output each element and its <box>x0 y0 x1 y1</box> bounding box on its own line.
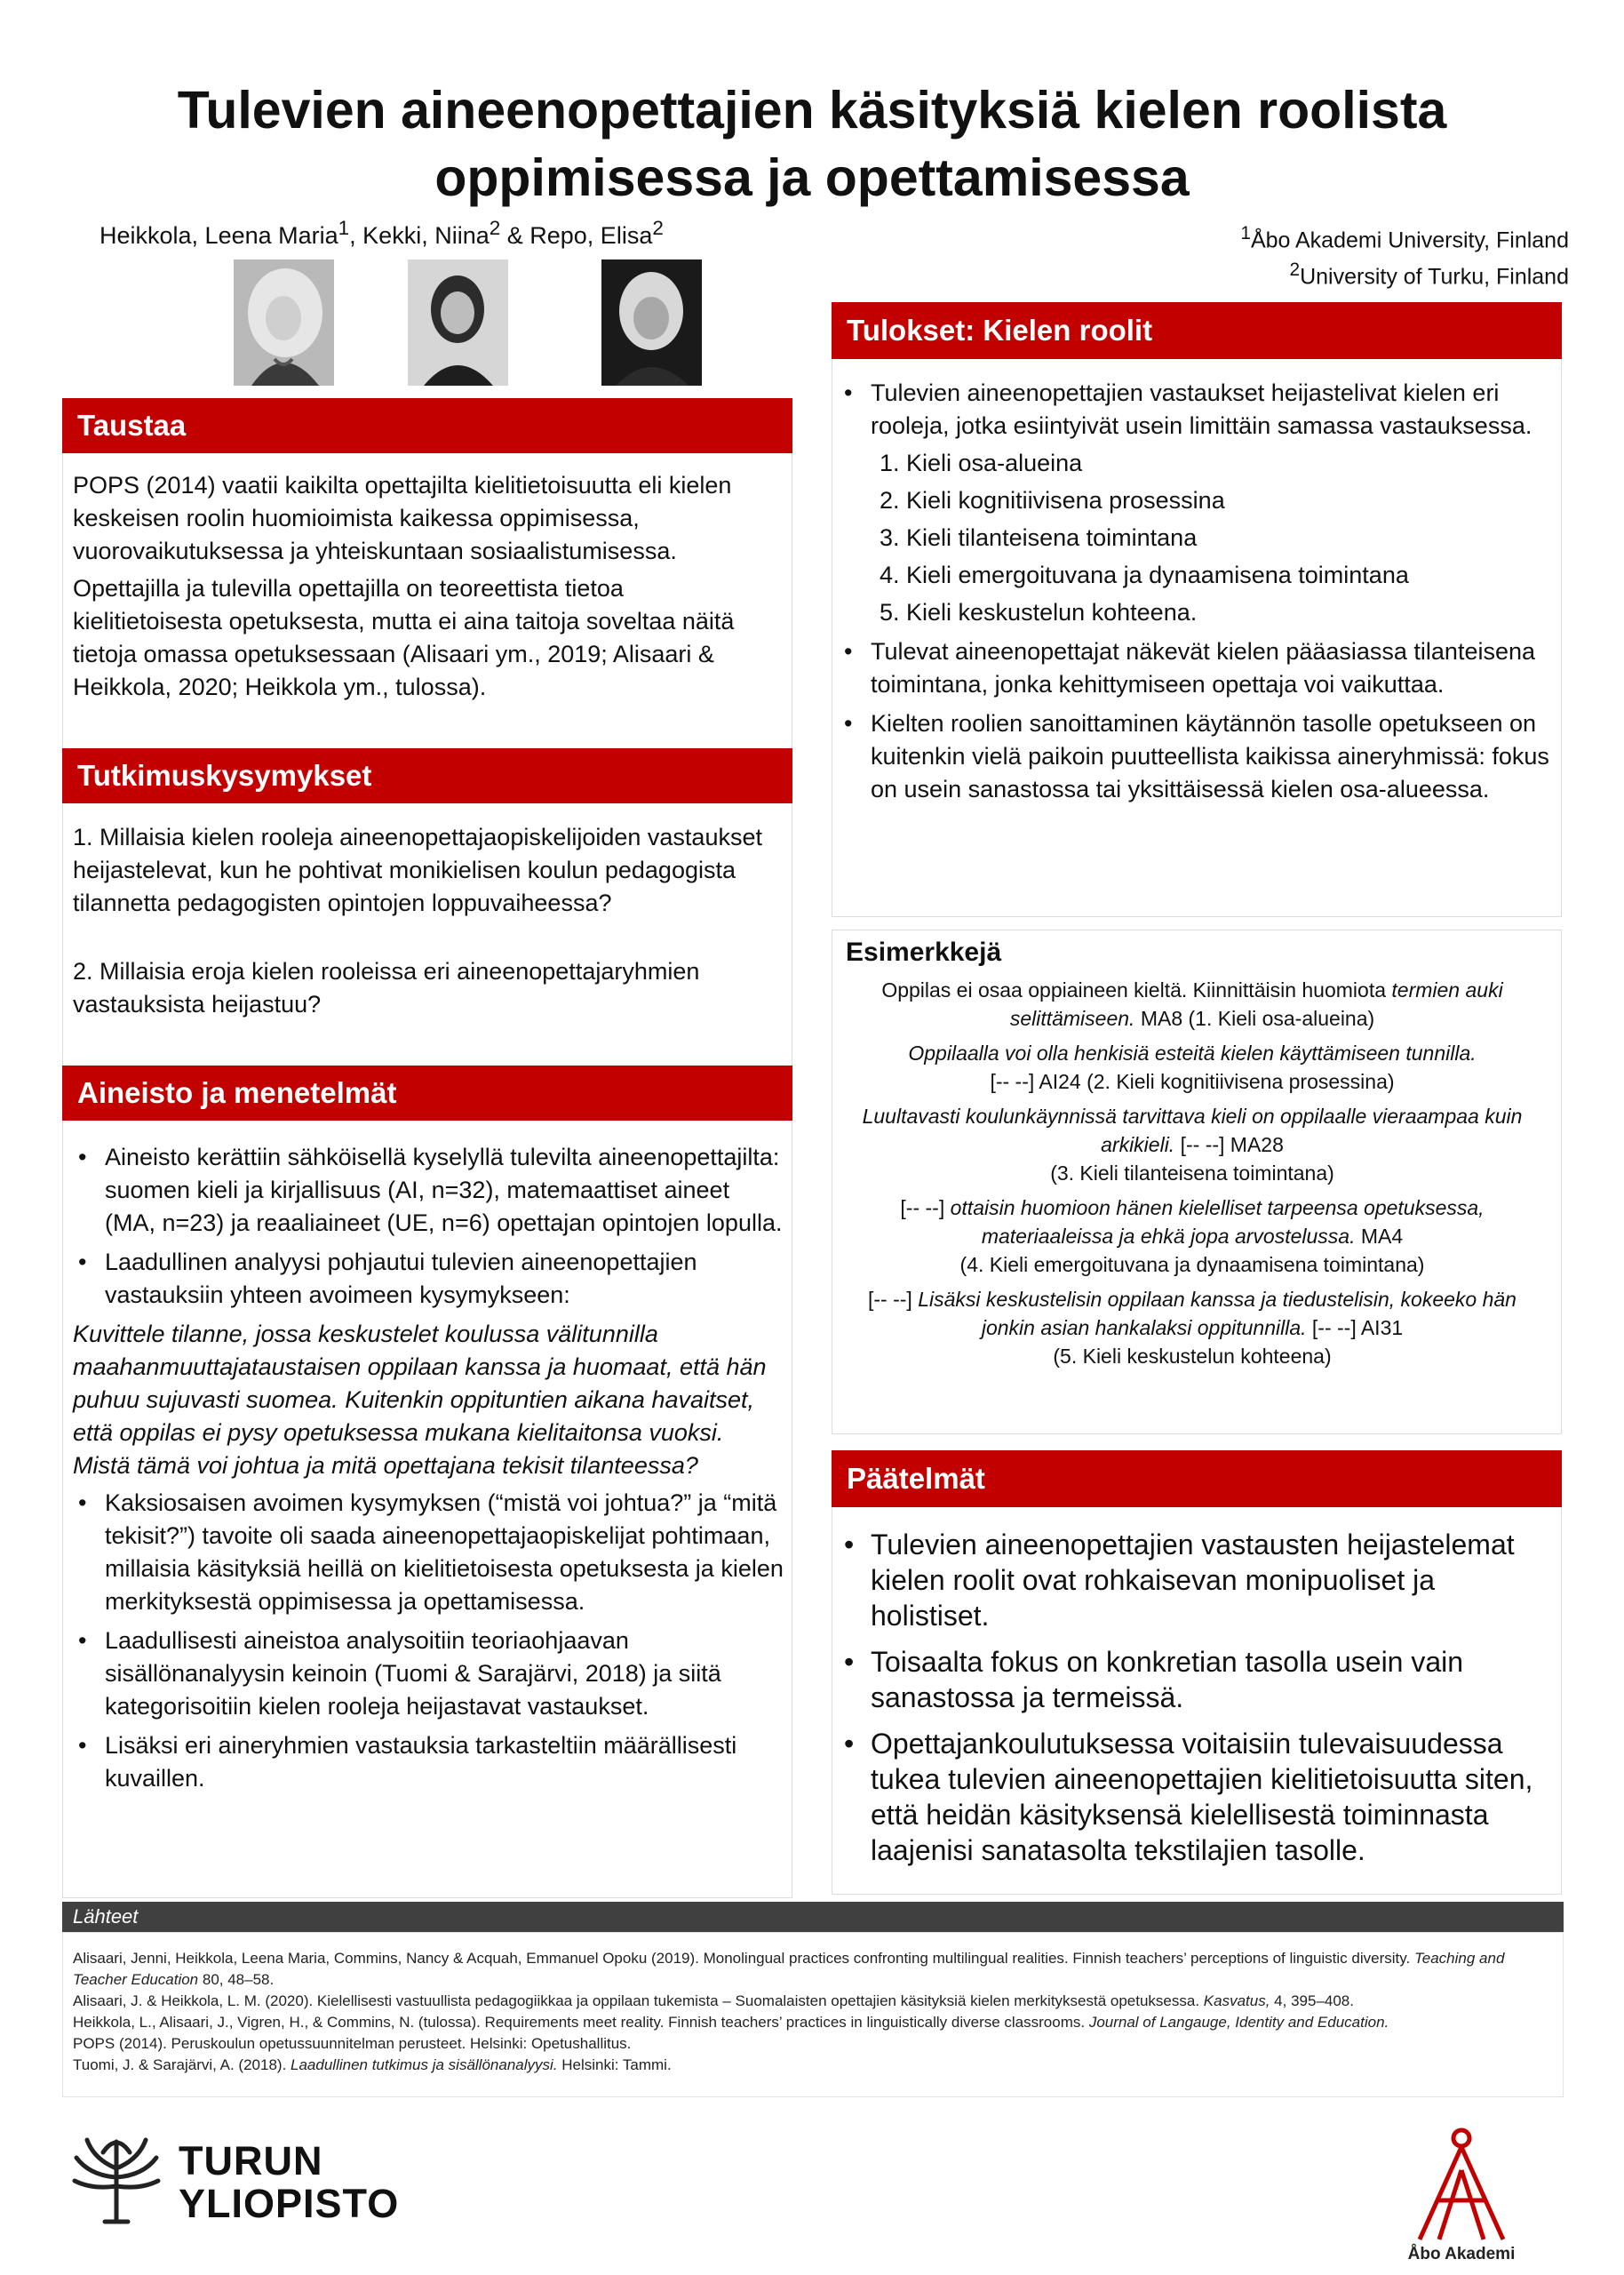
aineisto-header: Aineisto ja menetelmät <box>62 1066 792 1121</box>
reference-5 <box>73 2055 1562 2076</box>
example-1-italic: termien auki selittämiseen. <box>1009 978 1503 1030</box>
author-3-sup: 2 <box>652 217 664 239</box>
title-line-2: oppimisessa ja opettamisessa <box>434 148 1190 207</box>
author-2-sup: 2 <box>489 217 501 239</box>
tulokset-bullet-1 <box>839 377 1549 629</box>
paatelmat-bullet-1-text: Tulevien aineenopettajien vastausten heijastelemat kielen roolit ovat rohkaisevan monipuoliset ja holistiset. <box>871 1529 1515 1632</box>
tutkimus-body <box>73 821 775 1026</box>
example-5-tail: [-- --] AI31 <box>1306 1316 1404 1339</box>
tulokset-bullet-3-text: Kielten roolien sanoittaminen käytännön tasolle opetukseen on kuitenkin vielä paikoin puutteellista kaikissa aineryhmissä: fokus on usein sanastossa tai yksittäisessä kielen osa-alueessa. <box>871 710 1549 802</box>
turun-yliopisto-logo <box>68 2133 405 2231</box>
example-4-role: (4. Kieli emergoituvana ja dynaamisena toimintana) <box>959 1253 1425 1276</box>
tulokset-list <box>839 377 1549 806</box>
esimerkkeja-header: Esimerkkejä <box>846 938 1002 967</box>
tulokset-header: Tulokset: Kielen roolit <box>832 302 1562 359</box>
aineisto-bullet-3 <box>73 1487 784 1618</box>
aineisto-bullet-4 <box>73 1624 784 1723</box>
example-3 <box>848 1102 1537 1187</box>
aineisto-body <box>73 1141 784 1801</box>
portrait-2-image <box>408 259 508 386</box>
references-header: Lähteet <box>62 1902 1564 1932</box>
abo-akademi-logo <box>1404 2126 1519 2266</box>
reference-2-journal: Kasvatus, <box>1203 1992 1270 2009</box>
examples-body <box>848 976 1537 1377</box>
reference-1-pages: 80, 48–58. <box>198 1971 275 1988</box>
example-3-tail: [-- --] MA28 <box>1174 1133 1284 1156</box>
role-item: 3. Kieli tilanteisena toimintana <box>880 524 1198 551</box>
example-3-role: (3. Kieli tilanteisena toimintana) <box>1050 1161 1334 1185</box>
poster-title <box>0 76 1624 212</box>
tutkimus-header: Tutkimuskysymykset <box>62 748 792 803</box>
author-photo-1 <box>234 259 334 386</box>
paatelmat-header: Päätelmät <box>832 1450 1562 1507</box>
example-1-plain: Oppilas ei osaa oppiaineen kieltä. Kiinnittäisin huomiota <box>881 978 1392 1002</box>
taustaa-body <box>73 469 775 708</box>
affiliation-2 <box>1240 255 1569 291</box>
affiliation-2-text: University of Turku, Finland <box>1300 264 1569 290</box>
reference-3-journal: Journal of Langauge, Identity and Education. <box>1088 2014 1389 2031</box>
taustaa-paragraph-1: POPS (2014) vaatii kaikilta opettajilta kielitietoisuutta eli kielen keskeisen roolin huomioimista kaikessa oppimisessa, vuorovaikutuksessa ja yhteiskuntaan sosiaalistumisessa. <box>73 472 732 564</box>
portrait-1-image <box>234 259 334 386</box>
reference-3-text: Heikkola, L., Alisaari, J., Vigren, H., & Commins, N. (tulossa). Requirements meet reality. Finnish teachers’ practices in linguistically diverse classrooms. <box>73 2014 1089 2031</box>
taustaa-paragraph-2: Opettajilla ja tulevilla opettajilla on teoreettista tietoa kielitietoisesta opetuksesta, mutta ei aina taitoja soveltaa näitä tietoja omassa opetuksessaan (Alisaari ym., 2019; Alisaari & Heikkola, 2020; Heikkola ym., tulossa). <box>73 575 735 700</box>
portrait-3-image <box>601 259 702 386</box>
bullet-icon: • <box>844 1728 855 1760</box>
author-1: Heikkola, Leena Maria <box>100 222 338 249</box>
role-item: 2. Kieli kognitiivisena prosessina <box>880 487 1225 514</box>
abo-akademi-name: Åbo Akademi <box>1407 2245 1516 2263</box>
aineisto-bullet-2-text: Laadullinen analyysi pohjautui tulevien aineenopettajien vastauksiin yhteen avoimeen kysymykseen: <box>105 1249 697 1308</box>
paatelmat-bullet-2 <box>839 1644 1549 1715</box>
example-5-plain: [-- --] <box>868 1288 919 1311</box>
title-line-1: Tulevien aineenopettajien käsityksiä kielen roolista <box>177 81 1447 140</box>
aineisto-list-2 <box>73 1487 784 1795</box>
role-item: 1. Kieli osa-alueina <box>880 450 1083 476</box>
author-1-sup: 1 <box>338 217 350 239</box>
wordmark-line-2: YLIOPISTO <box>179 2181 400 2226</box>
roles-list <box>839 447 1549 629</box>
research-question-1: 1. Millaisia kielen rooleja aineenopettajaopiskelijoiden vastaukset heijastelevat, kun he pohtivat monikielisen koulun pedagogista tilannetta pedagogisten opintojen loppuvaiheessa? <box>73 824 762 916</box>
example-4-tail: MA4 <box>1355 1225 1404 1248</box>
bullet-icon: • <box>844 1646 855 1678</box>
reference-2-text: Alisaari, J. & Heikkola, L. M. (2020). Kielellisesti vastuullista pedagogiikkaa ja oppilaan tukemista – Suomalaisten opettajien käsityksiä kielen merkityksestä opetuksessa. <box>73 1992 1204 2009</box>
example-1 <box>848 976 1537 1033</box>
example-3-italic: Luultavasti koulunkäynnissä tarvittava kieli on oppilaalle vieraampaa kuin arkikieli. <box>862 1105 1523 1156</box>
example-4-plain: [-- --] <box>900 1196 951 1219</box>
reference-1-journal: Teaching and Teacher Education <box>73 1950 1505 1988</box>
taustaa-header: Taustaa <box>62 398 792 453</box>
tulokset-body <box>839 377 1549 812</box>
author-photo-3 <box>601 259 702 386</box>
paatelmat-bullet-1 <box>839 1527 1549 1633</box>
example-2 <box>848 1039 1537 1096</box>
tulokset-bullet-2 <box>839 635 1549 701</box>
reference-1 <box>73 1948 1562 1991</box>
bullet-icon: • <box>78 1732 87 1759</box>
example-2-tail: [-- --] AI24 (2. Kieli kognitiivisena prosessina) <box>990 1070 1395 1093</box>
example-5-role: (5. Kieli keskustelun kohteena) <box>1053 1345 1332 1368</box>
tulokset-bullet-1-text: Tulevien aineenopettajien vastaukset heijastelivat kielen eri rooleja, jotka esiintyivät usein limittäin samassa vastauksessa. <box>871 379 1532 439</box>
bullet-icon: • <box>844 710 853 737</box>
role-item: 4. Kieli emergoituvana ja dynaamisena toimintana <box>880 562 1409 588</box>
affiliation-1-text: Åbo Akademi University, Finland <box>1250 228 1569 253</box>
paatelmat-list <box>839 1527 1549 1868</box>
example-4-italic: ottaisin huomioon hänen kielelliset tarpeensa opetuksessa, materiaaleissa ja ehkä jopa arvostelussa. <box>950 1196 1485 1248</box>
aineisto-bullet-3-text: Kaksiosaisen avoimen kysymyksen (“mistä voi johtua?” ja “mitä tekisit?”) tavoite oli saada aineenopettajaopiskelijat pohtimaan, millaisia käsityksiä heillä on kielitietoisesta opetuksesta ja kielen merkityksestä oppimisessa ja opettamisessa. <box>105 1489 784 1615</box>
affiliations <box>1240 219 1569 292</box>
reference-2 <box>73 1991 1562 2012</box>
torch-emblem-icon <box>68 2133 165 2231</box>
example-1-tail: MA8 (1. Kieli osa-alueina) <box>1134 1007 1375 1030</box>
aineisto-bullet-5-text: Lisäksi eri aineryhmien vastauksia tarkasteltiin määrällisesti kuvaillen. <box>105 1732 737 1792</box>
bullet-icon: • <box>78 1144 87 1170</box>
reference-3 <box>73 2012 1562 2033</box>
role-item: 5. Kieli keskustelun kohteena. <box>880 599 1198 626</box>
reference-5-title: Laadullinen tutkimus ja sisällönanalyysi. <box>291 2056 558 2073</box>
affiliation-2-sup: 2 <box>1289 259 1301 281</box>
example-5-italic: Lisäksi keskustelisin oppilaan kanssa ja tiedustelisin, kokeeko hän jonkin asian hankalaksi oppitunnilla. <box>918 1288 1517 1339</box>
author-photo-2 <box>408 259 508 386</box>
survey-question-quote: Kuvittele tilanne, jossa keskustelet koulussa välitunnilla maahanmuuttajataustaisen oppilaan kanssa ja huomaat, että hän puhuu sujuvasti suomea. Kuitenkin oppituntien aikana havaitset, että oppilas ei pysy opetuksessa mukana kielitaitonsa vuoksi. Mistä tämä voi johtua ja mitä opettajana tekisit tilanteessa? <box>73 1321 767 1479</box>
paatelmat-body <box>839 1527 1549 1879</box>
wordmark-line-1: TURUN <box>179 2138 323 2183</box>
paatelmat-bullet-2-text: Toisaalta fokus on konkretian tasolla usein vain sanastossa ja termeissä. <box>871 1646 1464 1713</box>
bullet-icon: • <box>78 1627 87 1654</box>
bullet-icon: • <box>78 1489 87 1516</box>
aineisto-bullet-5 <box>73 1729 784 1795</box>
reference-4: POPS (2014). Peruskoulun opetussuunnitelman perusteet. Helsinki: Opetushallitus. <box>73 2035 632 2052</box>
reference-5-text: Tuomi, J. & Sarajärvi, A. (2018). <box>73 2056 291 2073</box>
bullet-icon: • <box>844 1529 855 1561</box>
affiliation-1 <box>1240 219 1569 255</box>
reference-1-text: Alisaari, Jenni, Heikkola, Leena Maria, Commins, Nancy & Acquah, Emmanuel Opoku (2019). Monolingual practices confronting multilingual realities. Finnish teachers’ perceptions of linguistic diversity. <box>73 1950 1414 1967</box>
references-list <box>73 1948 1562 2076</box>
aineisto-bullet-2 <box>73 1246 784 1312</box>
aineisto-bullet-1 <box>73 1141 784 1240</box>
aineisto-list-1 <box>73 1141 784 1312</box>
authors <box>100 217 664 250</box>
paatelmat-bullet-3-text: Opettajankoulutuksessa voitaisiin tulevaisuudessa tukea tulevien aineenopettajien kielitietoisuutta siten, että heidän käsityksensä kielellisestä toiminnasta laajenisi sanatasolta tekstilajien tasolle. <box>871 1728 1533 1866</box>
reference-5-publisher: Helsinki: Tammi. <box>557 2056 672 2073</box>
research-question-2: 2. Millaisia eroja kielen rooleissa eri aineenopettajaryhmien vastauksista heijastuu? <box>73 958 700 1018</box>
tulokset-bullet-2-text: Tulevat aineenopettajat näkevät kielen pääasiassa tilanteisena toimintana, jonka kehittymiseen opettaja voi vaikuttaa. <box>871 638 1536 698</box>
author-3: & Repo, Elisa <box>500 222 653 249</box>
aineisto-bullet-1-text: Aineisto kerättiin sähköisellä kyselyllä tulevilta aineenopettajilta: suomen kieli ja kirjallisuus (AI, n=32), matemaattiset aineet (MA, n=23) ja reaaliaineet (UE, n=6) opettajan opintojen lopulla. <box>105 1144 783 1236</box>
abo-akademi-emblem-icon <box>1404 2126 1519 2243</box>
aineisto-bullet-4-text: Laadullisesti aineistoa analysoitiin teoriaohjaavan sisällönanalyysin keinoin (Tuomi & Sarajärvi, 2018) ja siitä kategorisoitiin kielen rooleja heijastavat vastaukset. <box>105 1627 721 1720</box>
example-5 <box>848 1285 1537 1370</box>
bullet-icon: • <box>844 379 853 406</box>
turun-yliopisto-wordmark <box>179 2140 399 2225</box>
author-2: , Kekki, Niina <box>349 222 490 249</box>
affiliation-1-sup: 1 <box>1240 223 1251 243</box>
example-2-italic: Oppilaalla voi olla henkisiä esteitä kielen käyttämiseen tunnilla. <box>908 1042 1477 1065</box>
bullet-icon: • <box>844 638 853 665</box>
bullet-icon: • <box>78 1249 87 1275</box>
tulokset-bullet-3 <box>839 707 1549 806</box>
example-4 <box>848 1193 1537 1279</box>
reference-2-pages: 4, 395–408. <box>1270 1992 1354 2009</box>
paatelmat-bullet-3 <box>839 1726 1549 1868</box>
